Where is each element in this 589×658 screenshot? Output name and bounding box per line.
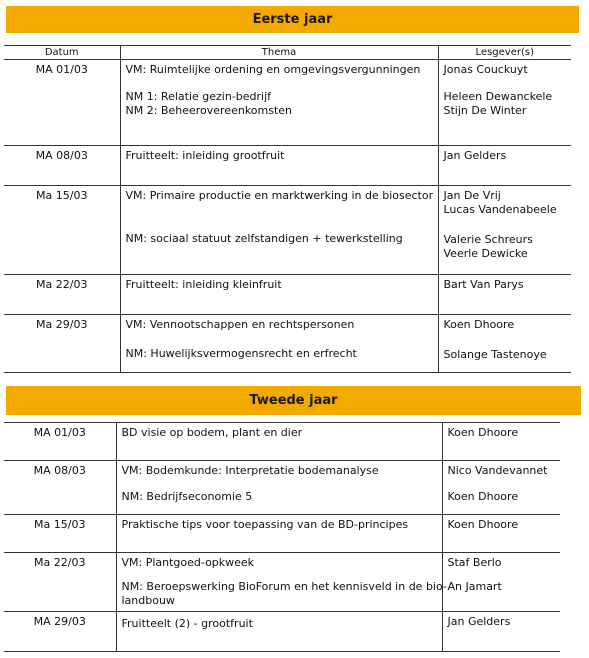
lecturer-line: Koen Dhoore [447,518,519,531]
table-row [4,515,560,553]
topic-line: Fruitteelt: inleiding grootfruit [125,149,285,162]
row-topics [120,146,438,186]
spacer [126,332,433,347]
lecturer-line: Bart Van Parys [443,278,524,291]
header-theme: Thema [120,46,438,60]
row-lecturers [438,275,571,315]
lecturer-line: Staf Berlo [447,556,502,569]
lecturer-line: Jan De Vrij [443,189,501,202]
row-date: Ma 22/03 [4,275,120,315]
table-row [4,146,571,186]
lecturer-line: Stijn De Winter [443,104,527,117]
lecturer-line: Jonas Couckuyt [443,63,528,76]
lecturer-line: Koen Dhoore [447,426,519,439]
header-lecturer: Lesgever(s) [438,46,571,60]
row-topics [120,275,438,315]
lecturer-line: Lucas Vandenabeele [443,203,557,216]
row-lecturers [438,60,571,146]
row-date: MA 01/03 [4,60,120,146]
topic-line: VM: Vennootschappen en rechtspersonen [125,318,355,331]
row-topics [120,60,438,146]
year2-schedule-table [4,422,560,652]
lecturer-line: Jan Gelders [443,149,507,162]
lecturer-line: Nico Vandevannet [447,464,548,477]
topic-line: NM 1: Relatie gezin-bedrijf [125,90,272,103]
row-lecturers [442,612,560,652]
lecturer-line: Koen Dhoore [443,318,515,331]
year1-header-row [4,46,571,60]
row-lecturers [442,515,560,553]
year1-banner [6,6,579,33]
topic-line: Fruitteelt: inleiding kleinfruit [125,278,282,291]
row-date: Ma 29/03 [4,315,120,373]
lecturer-line: Koen Dhoore [447,490,519,503]
year2-banner [6,386,581,415]
topic-line: Fruitteelt (2) - grootfruit [121,617,253,630]
row-date: Ma 15/03 [4,515,116,553]
table-row [4,612,560,652]
table-row [4,60,571,146]
topic-line: NM 2: Beheerovereenkomsten [125,104,293,117]
lecturer-line: An Jamart [447,580,502,593]
row-lecturers [442,423,560,461]
table-row [4,186,571,275]
year1-schedule-table [4,45,571,373]
row-lecturers [442,553,560,612]
spacer [126,203,433,216]
lecturer-line: Veerle Dewicke [443,247,528,260]
topic-line: NM: sociaal statuut zelfstandigen + tewerkstelling [125,232,403,245]
row-topics [116,515,442,553]
row-date: Ma 22/03 [4,553,116,612]
row-lecturers [438,146,571,186]
row-topics [120,315,438,373]
topic-line: VM: Bodemkunde: Interpretatie bodemanalyse [121,464,379,477]
topic-line: VM: Primaire productie en marktwerking in de biosector [125,189,434,202]
topic-line: VM: Ruimtelijke ordening en omgevingsvergunningen [125,63,421,76]
row-date: MA 08/03 [4,146,120,186]
table-row [4,553,560,612]
spacer [126,216,433,232]
year2-title: Tweede jaar [249,393,338,408]
row-topics [116,461,442,515]
table-row [4,423,560,461]
spacer [444,332,567,348]
row-lecturers [438,315,571,373]
row-topics [116,423,442,461]
row-topics [120,186,438,275]
header-date: Datum [4,46,120,60]
row-lecturers [438,186,571,275]
spacer [126,77,433,90]
spacer [444,217,567,233]
lecturer-line: Valerie Schreurs [443,233,533,246]
row-date: Ma 15/03 [4,186,120,275]
row-date: MA 01/03 [4,423,116,461]
topic-line: BD visie op bodem, plant en dier [121,426,303,439]
topic-line: NM: Huwelijksvermogensrecht en erfrecht [125,347,357,360]
spacer [444,77,567,90]
row-date: MA 08/03 [4,461,116,515]
lecturer-line: Jan Gelders [447,615,511,628]
row-date: MA 29/03 [4,612,116,652]
topic-line: NM: Bedrijfseconomie 5 [121,490,253,503]
row-lecturers [442,461,560,515]
row-topics [116,612,442,652]
row-topics [116,553,447,612]
topic-line: Praktische tips voor toepassing van de BD-principes [121,518,409,531]
topic-line: NM: Beroepswerking BioForum en het kennisveld in de bio- [121,580,447,593]
lecturer-line: Heleen Dewanckele [443,90,553,103]
table-row [4,315,571,373]
lecturer-line: Solange Tastenoye [443,348,547,361]
topic-line: landbouw [121,594,175,607]
year1-title: Eerste jaar [252,12,333,27]
table-row [4,461,560,515]
table-row [4,275,571,315]
topic-line: VM: Plantgoed-opkweek [121,556,255,569]
